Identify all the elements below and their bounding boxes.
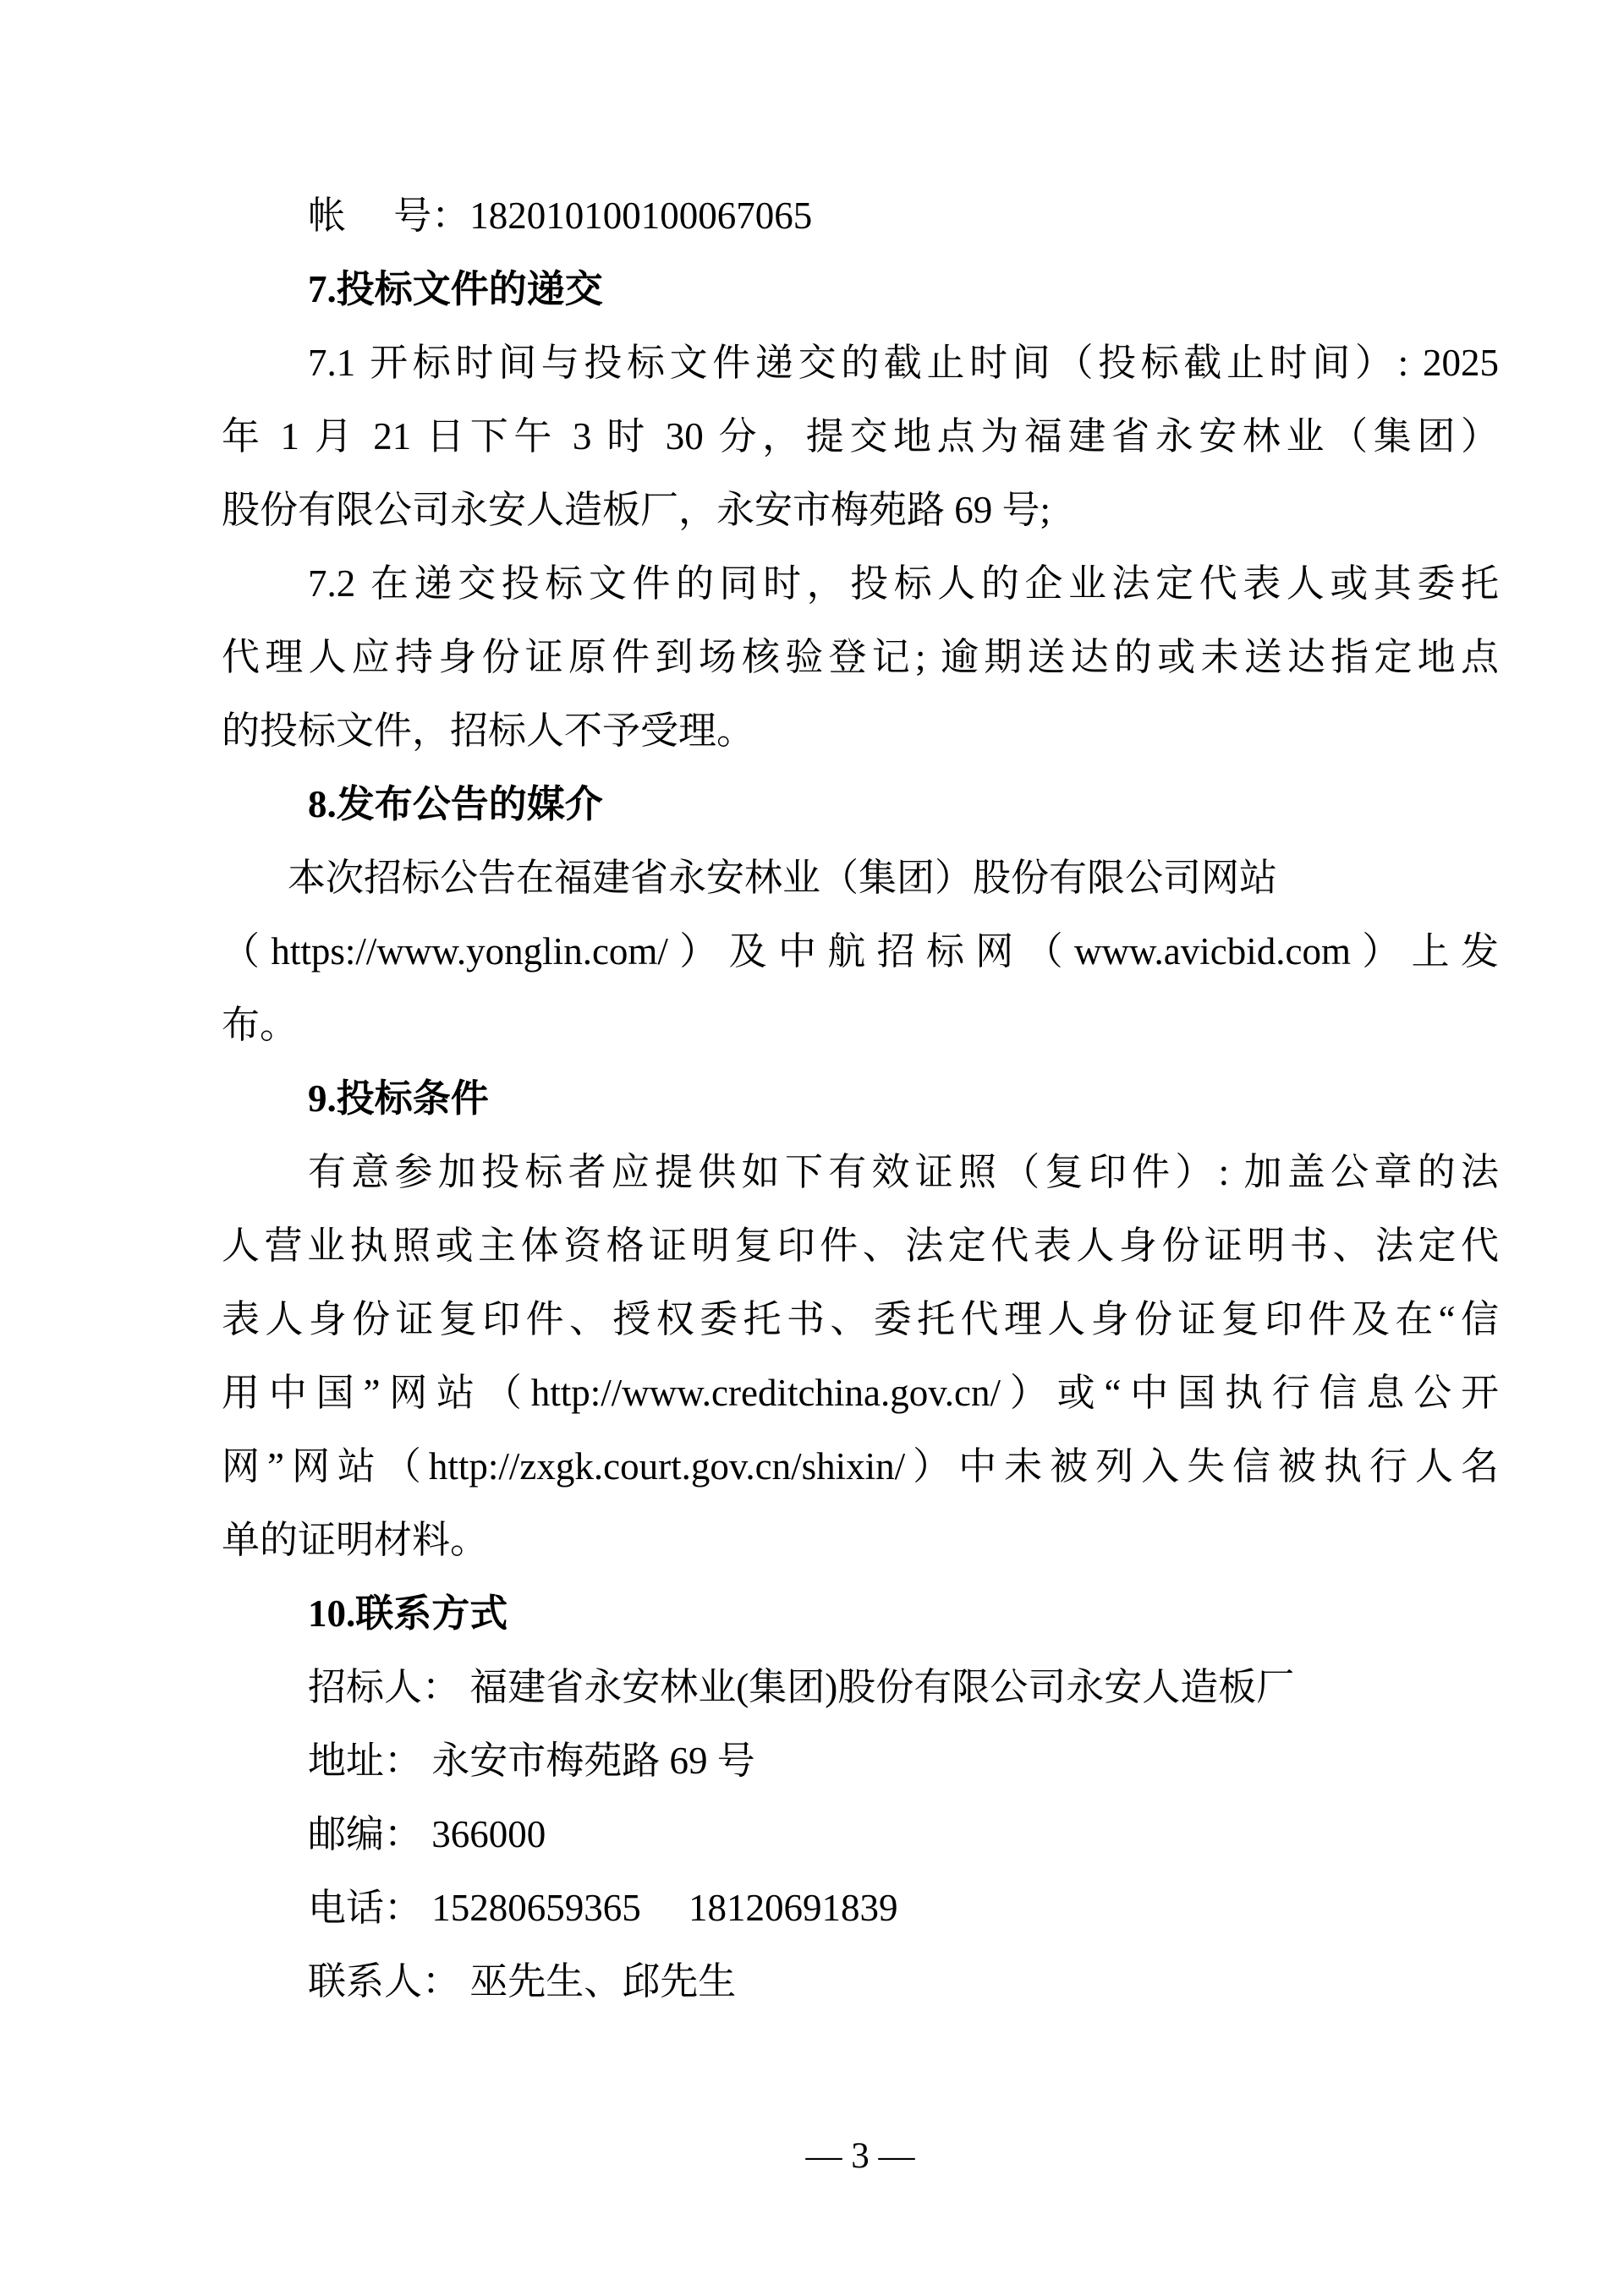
page-number: — 3 — [805,2136,915,2176]
contact-address-line: 地址： 永安市梅苑路 69 号 [308,1740,755,1782]
paragraph-7-2-line: 代理人应持身份证原件到场核验登记; 逾期送达的或未送达指定地点 [222,636,1499,678]
paragraph-8-line: （https://www.yonglin.com/）及中航招标网（www.avicbid.com）上发 [222,930,1499,973]
paragraph-7-1-line: 7.1 开标时间与投标文件递交的截止时间（投标截止时间）: 2025 [308,342,1499,384]
account-number-line: 帐 号：182010100100067065 [308,195,813,237]
paragraph-9-line: 网”网站（http://zxgk.court.gov.cn/shixin/）中未被列入失信被执行人名 [222,1445,1499,1488]
paragraph-9-line: 单的证明材料。 [222,1519,489,1561]
section-10-heading: 10.联系方式 [308,1592,508,1635]
paragraph-9-line: 表人身份证复印件、授权委托书、委托代理人身份证复印件及在“信 [222,1298,1499,1340]
paragraph-7-2-line: 的投标文件，招标人不予受理。 [222,710,755,752]
contact-phone-line: 电话： 15280659365 18120691839 [308,1887,898,1929]
section-8-heading: 8.发布公告的媒介 [308,783,603,825]
section-7-heading: 7.投标文件的递交 [308,268,603,310]
paragraph-7-1-line: 年 1 月 21 日下午 3 时 30 分，提交地点为福建省永安林业（集团） [222,415,1499,458]
section-9-heading: 9.投标条件 [308,1077,489,1120]
paragraph-7-1-line: 股份有限公司永安人造板厂，永安市梅苑路 69 号; [222,489,1051,531]
paragraph-9-line: 人营业执照或主体资格证明复印件、法定代表人身份证明书、法定代 [222,1225,1499,1267]
contact-person-line: 联系人： 巫先生、邱先生 [308,1960,737,2003]
paragraph-8-line: 布。 [222,1004,299,1046]
document-page-body [222,179,1499,2019]
contact-postcode-line: 邮编： 366000 [308,1813,546,1855]
contact-tenderer-line: 招标人： 福建省永安林业(集团)股份有限公司永安人造板厂 [308,1666,1295,1708]
paragraph-9-line: 有意参加投标者应提供如下有效证照（复印件）: 加盖公章的法 [308,1151,1499,1193]
paragraph-9-line: 用中国”网站（http://www.creditchina.gov.cn/）或“中国执行信息公开 [222,1372,1499,1414]
paragraph-7-2-line: 7.2 在递交投标文件的同时，投标人的企业法定代表人或其委托 [308,562,1499,605]
paragraph-8-line: 本次招标公告在福建省永安林业（集团）股份有限公司网站 [288,857,1278,899]
